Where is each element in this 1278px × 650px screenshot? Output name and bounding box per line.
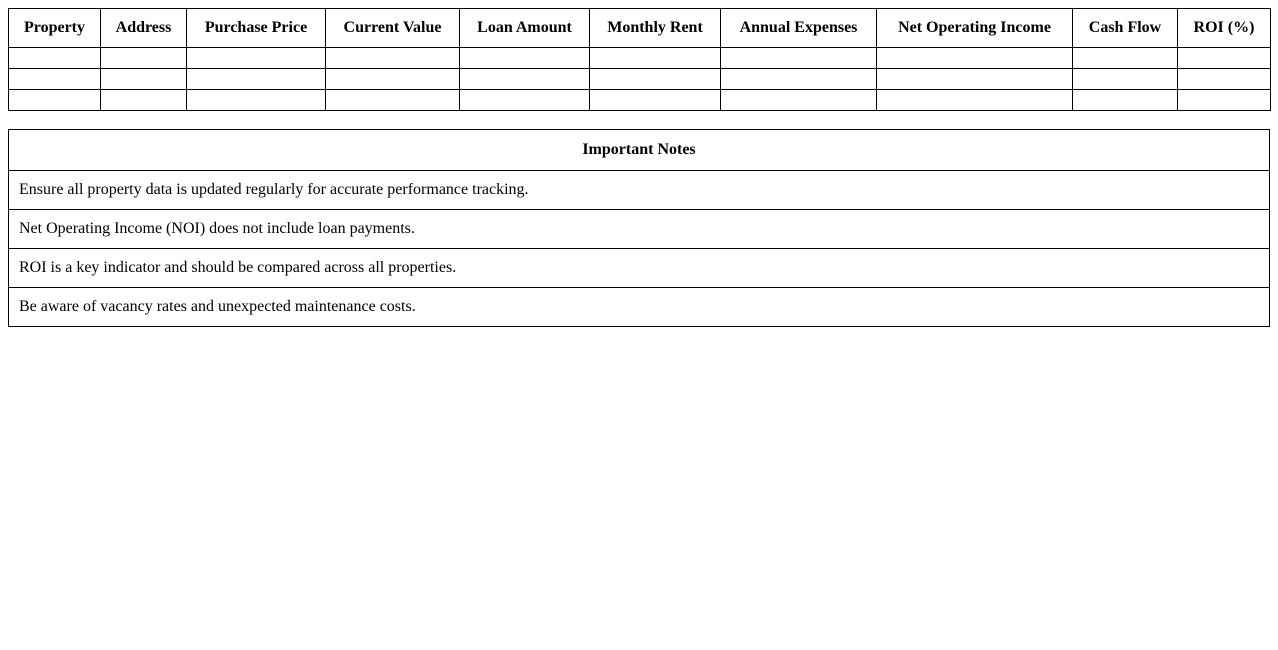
table-cell — [101, 48, 187, 69]
column-header-loan-amount: Loan Amount — [460, 9, 590, 48]
table-cell — [721, 69, 877, 90]
column-header-cash-flow: Cash Flow — [1073, 9, 1178, 48]
table-cell — [9, 48, 101, 69]
column-header-purchase-price: Purchase Price — [187, 9, 326, 48]
column-header-property: Property — [9, 9, 101, 48]
table-row — [9, 69, 1271, 90]
table-cell — [877, 48, 1073, 69]
notes-table — [8, 129, 1270, 327]
note-row — [9, 171, 1270, 210]
table-cell — [326, 69, 460, 90]
notes-header-row — [9, 130, 1270, 171]
property-table — [8, 8, 1271, 111]
table-cell — [877, 90, 1073, 111]
column-header-roi: ROI (%) — [1178, 9, 1271, 48]
note-item: Be aware of vacancy rates and unexpected maintenance costs. — [9, 288, 1270, 327]
table-cell — [9, 90, 101, 111]
table-cell — [590, 69, 721, 90]
column-header-monthly-rent: Monthly Rent — [590, 9, 721, 48]
note-row — [9, 249, 1270, 288]
table-cell — [101, 69, 187, 90]
table-cell — [460, 48, 590, 69]
table-cell — [1073, 90, 1178, 111]
table-cell — [1178, 90, 1271, 111]
column-header-net-operating-income: Net Operating Income — [877, 9, 1073, 48]
note-row — [9, 210, 1270, 249]
table-row — [9, 48, 1271, 69]
table-cell — [1178, 69, 1271, 90]
notes-title: Important Notes — [9, 130, 1270, 171]
note-item: Ensure all property data is updated regularly for accurate performance tracking. — [9, 171, 1270, 210]
column-header-annual-expenses: Annual Expenses — [721, 9, 877, 48]
table-cell — [9, 69, 101, 90]
table-cell — [187, 48, 326, 69]
table-cell — [1178, 48, 1271, 69]
table-cell — [1073, 48, 1178, 69]
note-row — [9, 288, 1270, 327]
table-cell — [721, 48, 877, 69]
table-cell — [460, 69, 590, 90]
column-header-current-value: Current Value — [326, 9, 460, 48]
table-cell — [721, 90, 877, 111]
table-cell — [877, 69, 1073, 90]
table-cell — [1073, 69, 1178, 90]
table-cell — [187, 90, 326, 111]
note-item: Net Operating Income (NOI) does not include loan payments. — [9, 210, 1270, 249]
table-cell — [326, 48, 460, 69]
column-header-address: Address — [101, 9, 187, 48]
table-cell — [460, 90, 590, 111]
table-cell — [590, 48, 721, 69]
page-content — [8, 8, 1270, 327]
table-cell — [326, 90, 460, 111]
table-cell — [590, 90, 721, 111]
table-header-row — [9, 9, 1271, 48]
note-item: ROI is a key indicator and should be compared across all properties. — [9, 249, 1270, 288]
table-cell — [187, 69, 326, 90]
table-cell — [101, 90, 187, 111]
table-row — [9, 90, 1271, 111]
